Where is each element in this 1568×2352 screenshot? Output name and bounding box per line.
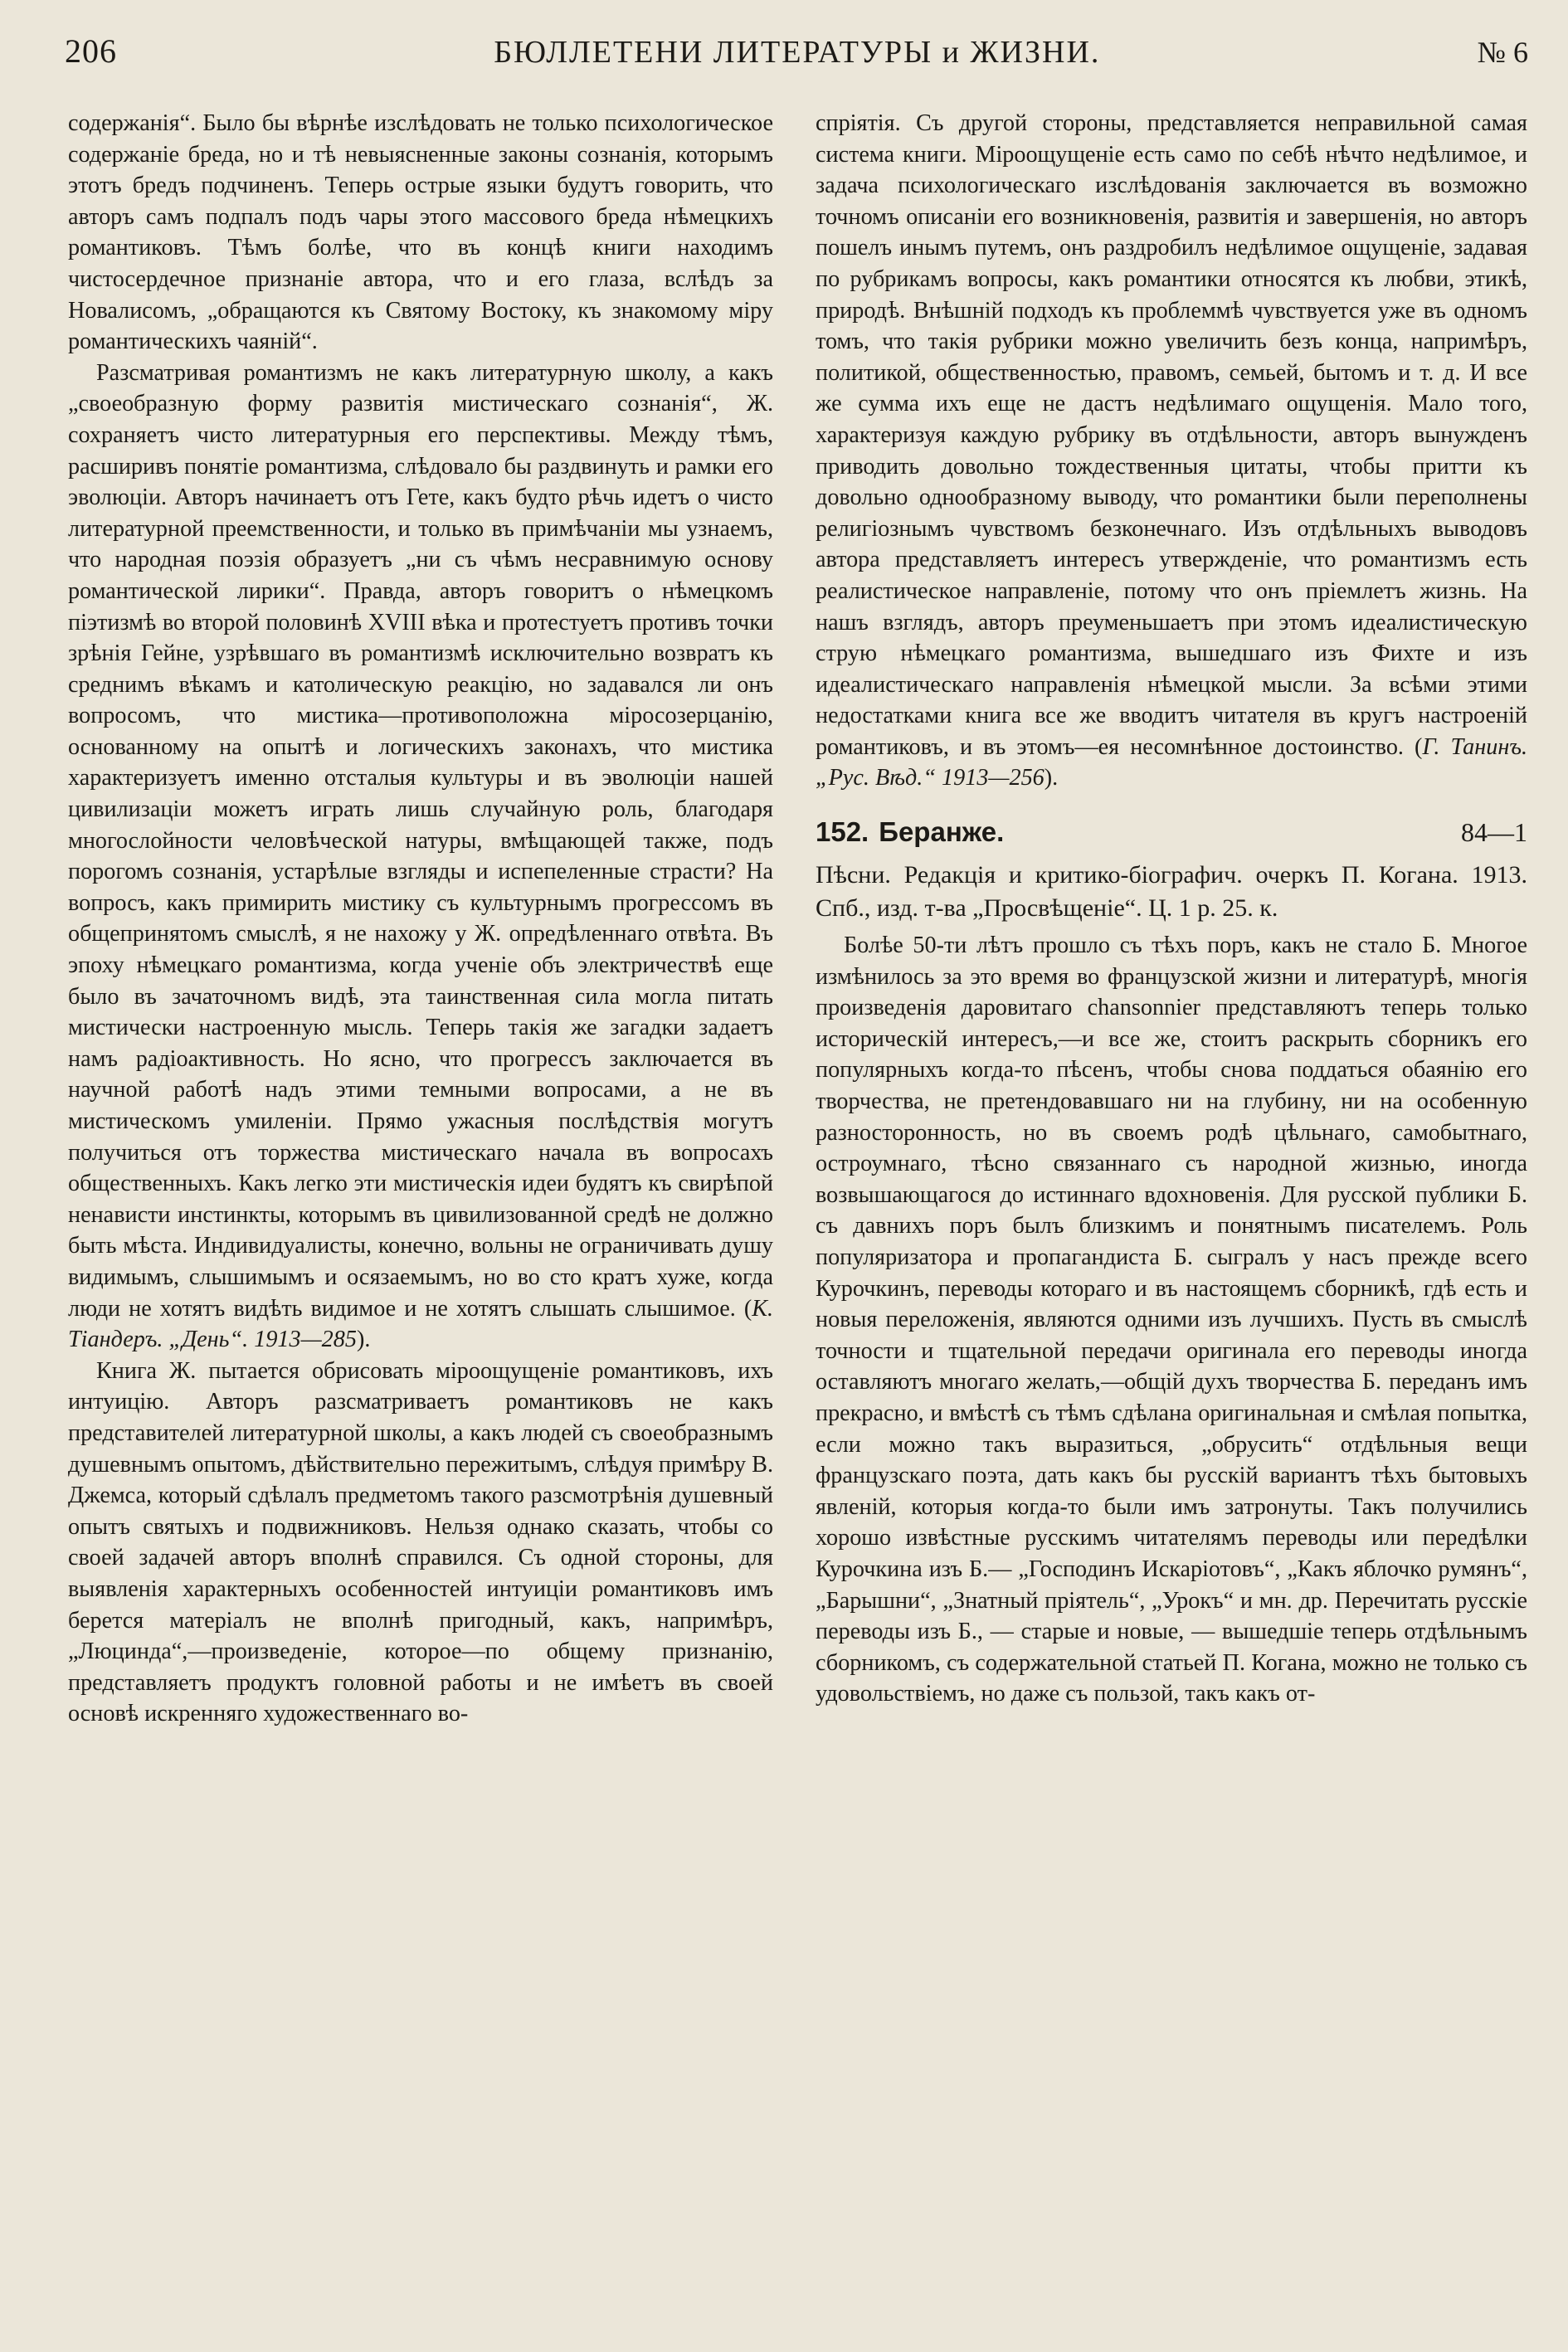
- paragraph: содержанія“. Было бы вѣрнѣе изслѣдовать не только психологическое содержаніе бреда, но и тѣ невыясненные законы сознанія, которымъ этотъ бредъ подчиненъ. Теперь острые языки будутъ говорить, что авторъ самъ подпалъ подъ чары этого массового бреда нѣмецкихъ романтиковъ. Тѣмъ болѣе, что въ концѣ книги находимъ чистосердечное признаніе автора, что и его глаза, вслѣдъ за Новалисомъ, „обращаются къ Святому Востоку, къ знакомому міру романтическихъ чаяній“.: [68, 110, 773, 355]
- left-column: [68, 108, 773, 1730]
- entry-heading: [816, 814, 1527, 850]
- paragraph: Болѣе 50-ти лѣтъ прошло съ тѣхъ поръ, какъ не стало Б. Многое измѣнилось за это время во французской жизни и литературѣ, многія произведенія даровитаго chansonnier представляютъ теперь только историческій интересъ,—и все же, стоитъ раскрыть сборникъ его популярныхъ когда-то пѣсенъ, чтобы снова поддаться обаянію его творчества, не претендовавшаго ни на глубину, ни на особенную разносторонность, но въ своемъ родѣ цѣльнаго, самобытнаго, остроумнаго, тѣсно связаннаго съ народной жизнью, иногда возвышающагося до истиннаго вдохновенія. Для русской публики Б. съ давнихъ поръ былъ близкимъ и понятнымъ писателемъ. Роль популяризатора и пропагандиста Б. сыгралъ у насъ прежде всего Курочкинъ, переводы котораго и въ настоящемъ сборникѣ, гдѣ есть и новыя переложенія, являются одними изъ лучшихъ. Пусть въ смыслѣ точности и тщательной передачи оригинала его переводы иногда оставляютъ многаго желать,—общій духъ творчества Б. переданъ имъ прекрасно, и вмѣстѣ съ тѣмъ сдѣлана оригинальная и смѣлая попытка, если можно такъ выразиться, „обрусить“ отдѣльныя вещи французскаго поэта, дать какъ бы русскій вариантъ тѣхъ бытовыхъ явленій, которыя когда-то были имъ затронуты. Такъ получились хорошо извѣстные русскимъ читателямъ переводы или передѣлки Курочкина изъ Б.— „Господинъ Искаріотовъ“, „Какъ яблочко румянъ“, „Барышни“, „Знатный пріятель“, „Урокъ“ и мн. др. Перечитать русскіе переводы изъ Б., — старые и новые, — вышедшіе теперь отдѣльнымъ сборникомъ, съ содержательной статьей П. Когана, можно не только съ удовольствіемъ, но даже съ пользой, такъ какъ от-: [816, 933, 1527, 1707]
- right-column: [816, 108, 1527, 1710]
- bibliographic-note: Пѣсни. Редакція и критико-біографич. очеркъ П. Когана. 1913. Спб., изд. т-ва „Просвѣщеніе“. Ц. 1 р. 25. к.: [816, 861, 1527, 923]
- entry-code: 84—1: [1461, 817, 1527, 848]
- paragraph-text: Разсматривая романтизмъ не какъ литературную школу, а какъ „своеобразную форму развитія мистическаго сознанія“, Ж. сохраняетъ чисто литературныя его перспективы. Между тѣмъ, расширивъ понятіе романтизма, слѣдовало бы раздвинуть и рамки его эволюціи. Авторъ начинаетъ отъ Гете, какъ будто рѣчь идетъ о чисто литературной преемственности, и только въ примѣчаніи мы узнаемъ, что народная поэзія образуетъ „ни съ чѣмъ несравнимую основу романтической лирики“. Правда, авторъ говоритъ о нѣмецкомъ піэтизмѣ во второй половинѣ XVIII вѣка и протестуетъ противъ точки зрѣнія Гейне, узрѣвшаго въ романтизмѣ исключительно возвратъ къ среднимъ вѣкамъ и католическую реакцію, но задавался ли онъ вопросомъ, что мистика—противоположна міросозерцанію, основанному на опытѣ и логическихъ законахъ, что мистика характеризуетъ именно отсталыя культуры и въ эволюціи нашей цивилизаціи можетъ играть лишь случайную роль, благодаря многослойности человѣческой натуры, вмѣщающей также, подъ порогомъ сознанія, устарѣлые взгляды и испепеленные страсти? На вопросъ, какъ примирить мистику съ культурнымъ прогрессомъ въ общепринятомъ смыслѣ, я не нахожу у Ж. опредѣленнаго отвѣта. Въ эпоху нѣмецкаго романтизма, когда ученіе объ электричествѣ еще было въ зачаточномъ видѣ, эта таинственная сила могла питать мистически настроенную мысль. Теперь такія же загадки задаетъ намъ радіоактивность. Но ясно, что прогрессъ заключается въ научной работѣ надъ этими темными вопросами, а не въ мистическомъ умиленіи. Прямо ужасныя послѣдствія могутъ получиться отъ торжества мистическаго начала въ вопросахъ общественныхъ. Какъ легко эти мистическія идеи будятъ къ свирѣпой ненависти инстинкты, которымъ въ цивилизованной средѣ не должно быть мѣста. Индивидуалисты, конечно, вольны не ограничивать душу видимымъ, слышимымъ и осязаемымъ, но во сто кратъ хуже, когда люди не хотятъ видѣть видимое и не хотятъ слышать слышимое. (: [68, 359, 773, 1322]
- entry-title-group: [816, 814, 1004, 850]
- issue-number: № 6: [1477, 36, 1528, 69]
- source-citation: Г. Танинъ. „Рус. Вѣд.“ 1913—256: [816, 733, 1527, 791]
- source-citation: К. Тіандеръ. „День“. 1913—285: [68, 1295, 773, 1353]
- paragraph-text-end: ).: [1044, 765, 1059, 791]
- paragraph-text-end: ).: [356, 1327, 371, 1353]
- paragraph: Книга Ж. пытается обрисовать міроощущеніе романтиковъ, ихъ интуицію. Авторъ разсматриваетъ романтиковъ не какъ представителей литературной школы, а какъ людей съ своеобразнымъ душевнымъ опытомъ, дѣйствительно пережитымъ, слѣдуя примѣру В. Джемса, который сдѣлалъ предметомъ такого разсмотрѣнія душевный опытъ святыхъ и подвижниковъ. Нельзя однако сказать, чтобы со своей задачей авторъ вполнѣ справился. Съ одной стороны, для выявленія характерныхъ особенностей интуиціи романтиковъ имъ берется матеріалъ не вполнѣ пригодный, какъ, напримѣръ, „Люцинда“,—произведеніе, которое—по общему признанію, представляетъ продуктъ головной работы и не имѣетъ въ своей основѣ искренняго художественнаго во-: [68, 1357, 773, 1727]
- paragraph: [816, 108, 1527, 794]
- page-number: 206: [65, 32, 117, 70]
- entry-title: Беранже.: [879, 816, 1005, 848]
- entry-number: 152.: [816, 816, 869, 848]
- paragraph: [68, 358, 773, 1356]
- paragraph-text: спріятія. Съ другой стороны, представляется неправильной самая система книги. Міроощущеніе есть само по себѣ нѣчто недѣлимое, и задача психологическаго изслѣдованія заключается въ возможно точномъ описаніи его возникновенія, развитія и завершенія, но авторъ пошелъ инымъ путемъ, онъ раздробилъ недѣлимое ощущеніе, задавая по рубрикамъ вопросы, какъ романтики относятся къ любви, этикѣ, природѣ. Внѣшній подходъ къ проблеммѣ чувствуется уже въ одномъ томъ, что такія рубрики можно увеличить безъ конца, напримѣръ, политикой, общественностью, правомъ, семьей, бытомъ и т. д. И все же сумма ихъ еще не дастъ недѣлимаго ощущенія. Мало того, характеризуя каждую рубрику въ отдѣльности, авторъ вынужденъ приводить довольно тождественныя цитаты, чтобы притти къ довольно однообразному выводу, что романтики были переполнены религіознымъ чувствомъ безконечнаго. Изъ отдѣльныхъ выводовъ автора представляетъ интересъ утвержденіе, что романтизмъ есть реалистическое направленіе, потому что онъ пріемлетъ жизнь. На нашъ взглядъ, авторъ преуменьшаетъ при этомъ идеалистическую струю нѣмецкаго романтизма, вышедшаго изъ Фихте и изъ идеалистическаго направленія нѣмецкой мысли. За всѣми этими недостатками книга все же вводитъ читателя въ кругъ настроеній романтиковъ, и въ этомъ—ея несомнѣнное достоинство. (: [816, 110, 1527, 760]
- journal-title: БЮЛЛЕТЕНИ ЛИТЕРАТУРЫ и ЖИЗНИ.: [494, 35, 1101, 70]
- running-header: [65, 32, 1528, 81]
